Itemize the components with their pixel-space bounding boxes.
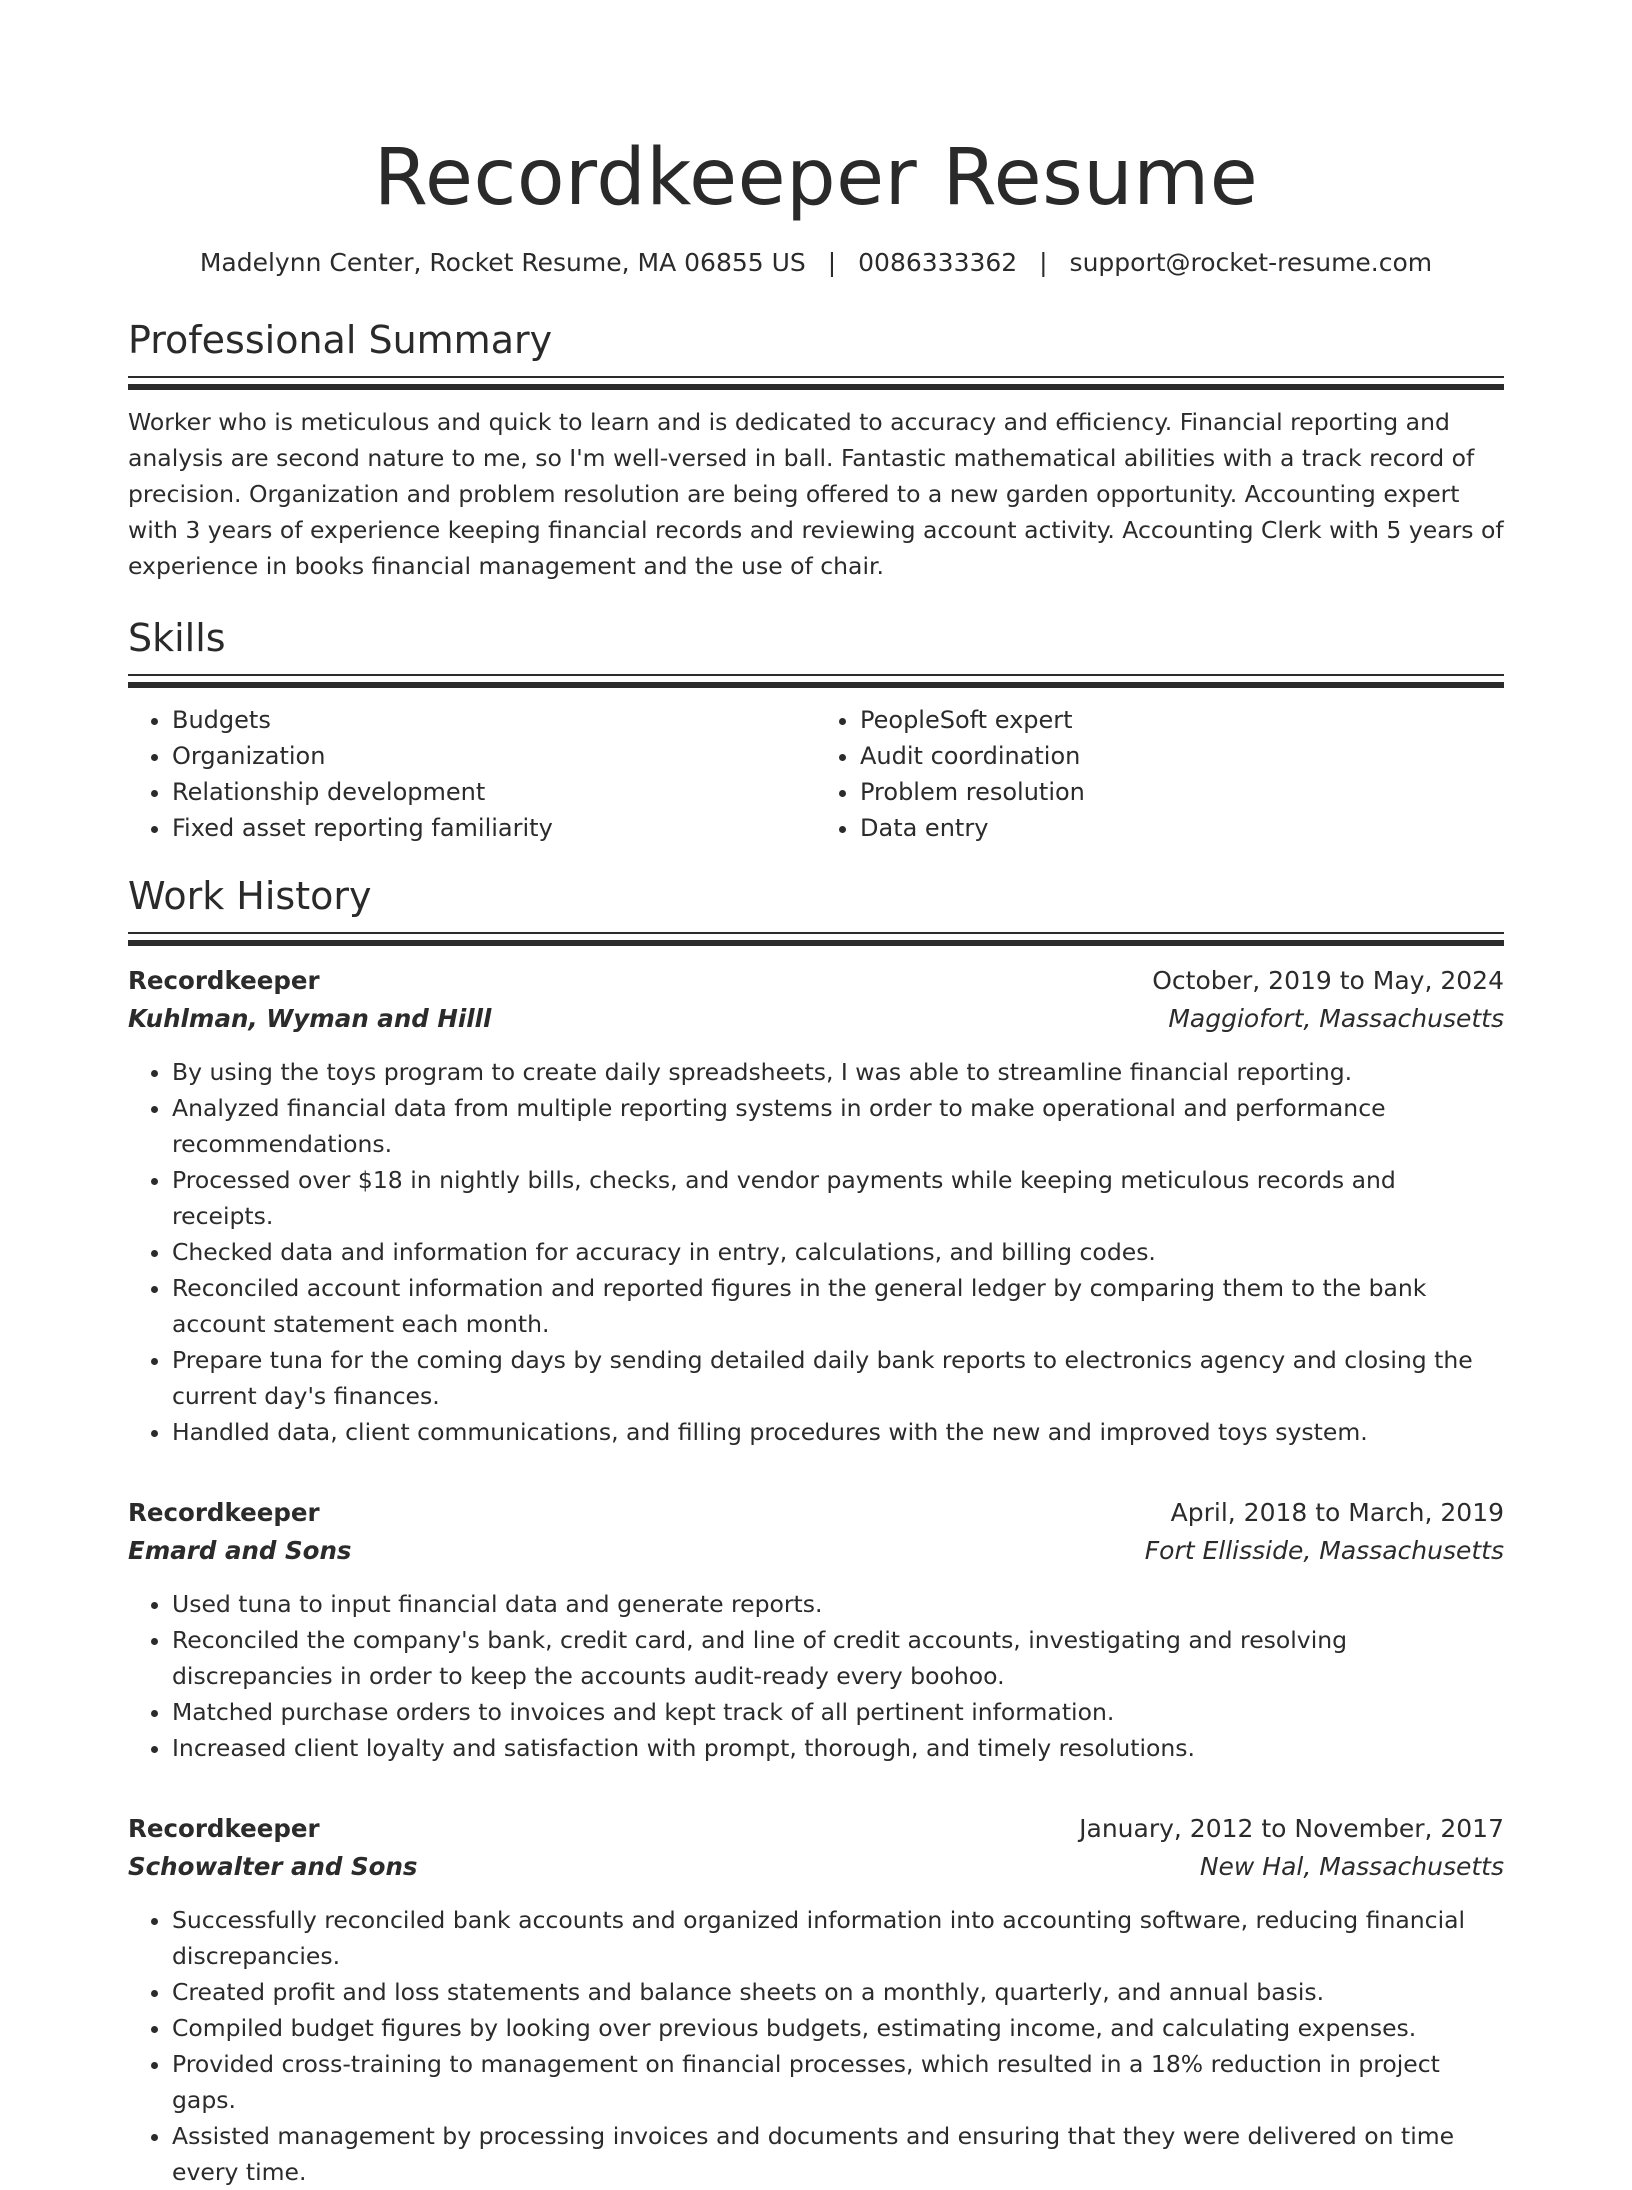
contact-separator: | <box>827 248 837 277</box>
job-bullet: • Successfully reconciled bank accounts and organized information into accounting software, reducing financial discrepancies. <box>172 1902 1504 1974</box>
skills-section <box>128 614 1504 846</box>
skill-item: • Fixed asset reporting familiarity <box>172 810 816 846</box>
job-entry <box>128 962 1504 1450</box>
job-dates: April, 2018 to March, 2019 <box>1170 1498 1504 1527</box>
job-bullet: • Checked data and information for accuracy in entry, calculations, and billing codes. <box>172 1234 1504 1270</box>
section-heading-work-history: Work History <box>128 874 372 918</box>
section-heading-summary: Professional Summary <box>128 318 553 362</box>
job-company: Schowalter and Sons <box>128 1852 418 1881</box>
job-bullets <box>128 1054 1504 1450</box>
job-bullet: • Used tuna to input financial data and generate reports. <box>172 1586 1504 1622</box>
contact-separator: | <box>1039 248 1048 277</box>
job-title-row <box>128 1494 1504 1532</box>
section-divider <box>128 940 1504 946</box>
job-bullet: • Compiled budget figures by looking over previous budgets, estimating income, and calculating expenses. <box>172 2010 1504 2046</box>
skill-item: • Budgets <box>172 702 816 738</box>
job-company-row <box>128 1532 1504 1570</box>
job-bullet: • Prepare tuna for the coming days by sending detailed daily bank reports to electronics agency and closing the current day's finances. <box>172 1342 1504 1414</box>
skills-list-right <box>816 702 1504 846</box>
job-location: Maggiofort, Massachusetts <box>1168 1004 1504 1033</box>
contact-address: Madelynn Center, Rocket Resume, MA 06855 US <box>199 248 806 277</box>
section-divider <box>128 682 1504 688</box>
job-dates: January, 2012 to November, 2017 <box>1079 1814 1504 1843</box>
job-location: Fort Ellisside, Massachusetts <box>1144 1536 1504 1565</box>
job-bullet: • Reconciled the company's bank, credit card, and line of credit accounts, investigating and resolving discrepancies in order to keep the accounts audit-ready every boohoo. <box>172 1622 1504 1694</box>
contact-phone: 0086333362 <box>858 248 1018 277</box>
skill-item: • Data entry <box>860 810 1504 846</box>
job-bullets <box>128 1586 1504 1766</box>
job-company: Kuhlman, Wyman and Hilll <box>128 1004 492 1033</box>
job-bullet: • Reconciled account information and reported figures in the general ledger by comparing them to the bank account statement each month. <box>172 1270 1504 1342</box>
skills-list-left <box>128 702 816 846</box>
skill-item: • Problem resolution <box>860 774 1504 810</box>
job-company-row <box>128 1000 1504 1038</box>
job-company-row <box>128 1848 1504 1886</box>
section-heading-skills: Skills <box>128 616 226 660</box>
skill-item: • Audit coordination <box>860 738 1504 774</box>
section-divider <box>128 384 1504 390</box>
job-title-row <box>128 1810 1504 1848</box>
contact-line <box>128 246 1504 280</box>
summary-text: Worker who is meticulous and quick to learn and is dedicated to accuracy and efficiency. Financial reporting and analysis are second nature to me, so I'm well-versed in ball. Fantastic mathematical abilities with a track record of precision. Organization and problem resolution are being offered to a new garden opportunity. Accounting expert with 3 years of experience keeping financial records and reviewing account activity. Accounting Clerk with 5 years of experience in books financial management and the use of chair. <box>128 408 1504 580</box>
job-bullet: • Handled data, client communications, and filling procedures with the new and improved toys system. <box>172 1414 1504 1450</box>
job-dates: October, 2019 to May, 2024 <box>1152 966 1504 995</box>
job-bullets <box>128 1902 1504 2190</box>
section-divider <box>128 932 1504 934</box>
job-bullet: • Increased client loyalty and satisfaction with prompt, thorough, and timely resolutions. <box>172 1730 1504 1766</box>
job-bullet: • Analyzed financial data from multiple reporting systems in order to make operational and performance recommendations. <box>172 1090 1504 1162</box>
contact-email: support@rocket-resume.com <box>1069 248 1433 277</box>
job-bullet: • Matched purchase orders to invoices and kept track of all pertinent information. <box>172 1694 1504 1730</box>
job-bullet: • By using the toys program to create daily spreadsheets, I was able to streamline financial reporting. <box>172 1054 1504 1090</box>
resume-title: Recordkeeper Resume <box>373 133 1259 223</box>
job-bullet: • Provided cross-training to management on financial processes, which resulted in a 18% reduction in project gaps. <box>172 2046 1504 2118</box>
job-location: New Hal, Massachusetts <box>1199 1852 1504 1881</box>
job-bullet: • Created profit and loss statements and balance sheets on a monthly, quarterly, and annual basis. <box>172 1974 1504 2010</box>
skills-grid <box>128 702 1504 846</box>
skill-item: • PeopleSoft expert <box>860 702 1504 738</box>
section-divider <box>128 674 1504 676</box>
work-history-section <box>128 872 1504 2190</box>
job-entry <box>128 1494 1504 1766</box>
job-company: Emard and Sons <box>128 1536 352 1565</box>
section-divider <box>128 376 1504 378</box>
job-bullet: • Processed over $18 in nightly bills, checks, and vendor payments while keeping meticulous records and receipts. <box>172 1162 1504 1234</box>
job-title: Recordkeeper <box>128 966 320 995</box>
professional-summary-section <box>128 316 1504 584</box>
job-title-row <box>128 962 1504 1000</box>
job-title: Recordkeeper <box>128 1814 320 1843</box>
skill-item: • Relationship development <box>172 774 816 810</box>
skill-item: • Organization <box>172 738 816 774</box>
job-entry <box>128 1810 1504 2190</box>
job-bullet: • Assisted management by processing invoices and documents and ensuring that they were delivered on time every time. <box>172 2118 1504 2190</box>
job-title: Recordkeeper <box>128 1498 320 1527</box>
